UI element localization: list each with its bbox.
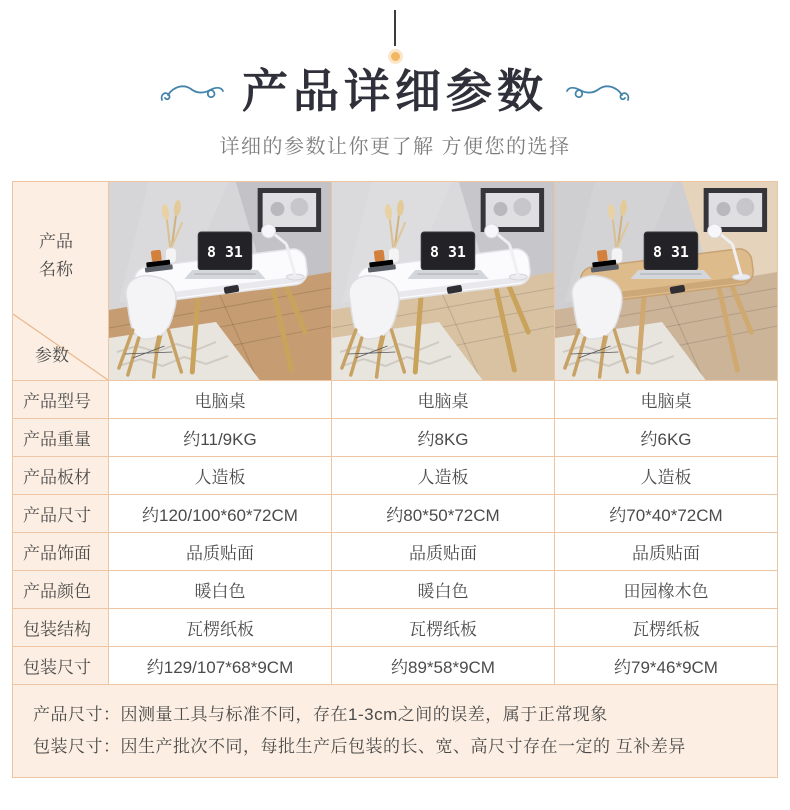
cup	[374, 249, 385, 261]
row-2-value-3: 约6KG	[555, 419, 777, 456]
clock-text: 8 31	[207, 242, 243, 261]
row-6-value-3: 田园橡木色	[555, 571, 777, 608]
row-1-value-1: 电脑桌	[109, 381, 331, 418]
row-1-value-3: 电脑桌	[555, 381, 777, 418]
product-photo	[109, 182, 331, 380]
corner-header-cell	[13, 182, 108, 380]
row-label-7: 包装结构	[13, 609, 108, 646]
row-label-4: 产品尺寸	[13, 495, 108, 532]
right-swirl-icon	[564, 74, 632, 110]
page-title: 产品详细参数	[242, 66, 548, 117]
row-5-value-2: 品质贴面	[332, 533, 554, 570]
product-image-1	[109, 182, 331, 380]
row-4-value-2: 约80*50*72CM	[332, 495, 554, 532]
top-divider-line	[394, 10, 396, 46]
row-7-value-1: 瓦楞纸板	[109, 609, 331, 646]
row-5-value-3: 品质贴面	[555, 533, 777, 570]
row-7-value-3: 瓦楞纸板	[555, 609, 777, 646]
corner-label-product-name: 产品名称	[39, 231, 73, 279]
row-6-value-1: 暖白色	[109, 571, 331, 608]
row-label-2: 产品重量	[13, 419, 108, 456]
left-swirl-icon	[158, 74, 226, 110]
gold-dot-icon	[391, 52, 400, 61]
page-subtitle: 详细的参数让你更了解 方便您的选择	[219, 135, 571, 158]
row-label-5: 产品饰面	[13, 533, 108, 570]
product-image-2	[332, 182, 554, 380]
row-label-8: 包装尺寸	[13, 647, 108, 684]
row-label-6: 产品颜色	[13, 571, 108, 608]
spec-table	[12, 181, 778, 778]
row-label-1: 产品型号	[13, 381, 108, 418]
row-5-value-1: 品质贴面	[109, 533, 331, 570]
row-3-value-1: 人造板	[109, 457, 331, 494]
row-1-value-2: 电脑桌	[332, 381, 554, 418]
clock-text: 8 31	[430, 242, 466, 261]
row-3-value-3: 人造板	[555, 457, 777, 494]
product-image-3	[555, 182, 777, 380]
row-8-value-1: 约129/107*68*9CM	[109, 647, 331, 684]
note-product-size: 产品尺寸：因测量工具与标准不同，存在1-3cm之间的误差，属于正常现象	[33, 704, 608, 724]
row-2-value-1: 约11/9KG	[109, 419, 331, 456]
cup	[597, 249, 608, 261]
clock-text: 8 31	[653, 242, 689, 261]
row-4-value-3: 约70*40*72CM	[555, 495, 777, 532]
product-detail-page	[0, 10, 790, 810]
row-8-value-2: 约89*58*9CM	[332, 647, 554, 684]
row-6-value-2: 暖白色	[332, 571, 554, 608]
row-8-value-3: 约79*46*9CM	[555, 647, 777, 684]
title-row	[0, 67, 790, 118]
product-photo	[332, 182, 554, 380]
note-package-size: 包装尺寸：因生产批次不同，每批生产后包装的长、宽、高尺寸存在一定的 互补差异	[33, 736, 686, 756]
row-3-value-2: 人造板	[332, 457, 554, 494]
row-4-value-1: 约120/100*60*72CM	[109, 495, 331, 532]
row-label-3: 产品板材	[13, 457, 108, 494]
row-2-value-2: 约8KG	[332, 419, 554, 456]
cup	[151, 249, 162, 261]
footer-notes	[13, 685, 777, 777]
product-photo	[555, 182, 777, 380]
row-7-value-2: 瓦楞纸板	[332, 609, 554, 646]
corner-label-parameters: 参数	[35, 345, 69, 365]
